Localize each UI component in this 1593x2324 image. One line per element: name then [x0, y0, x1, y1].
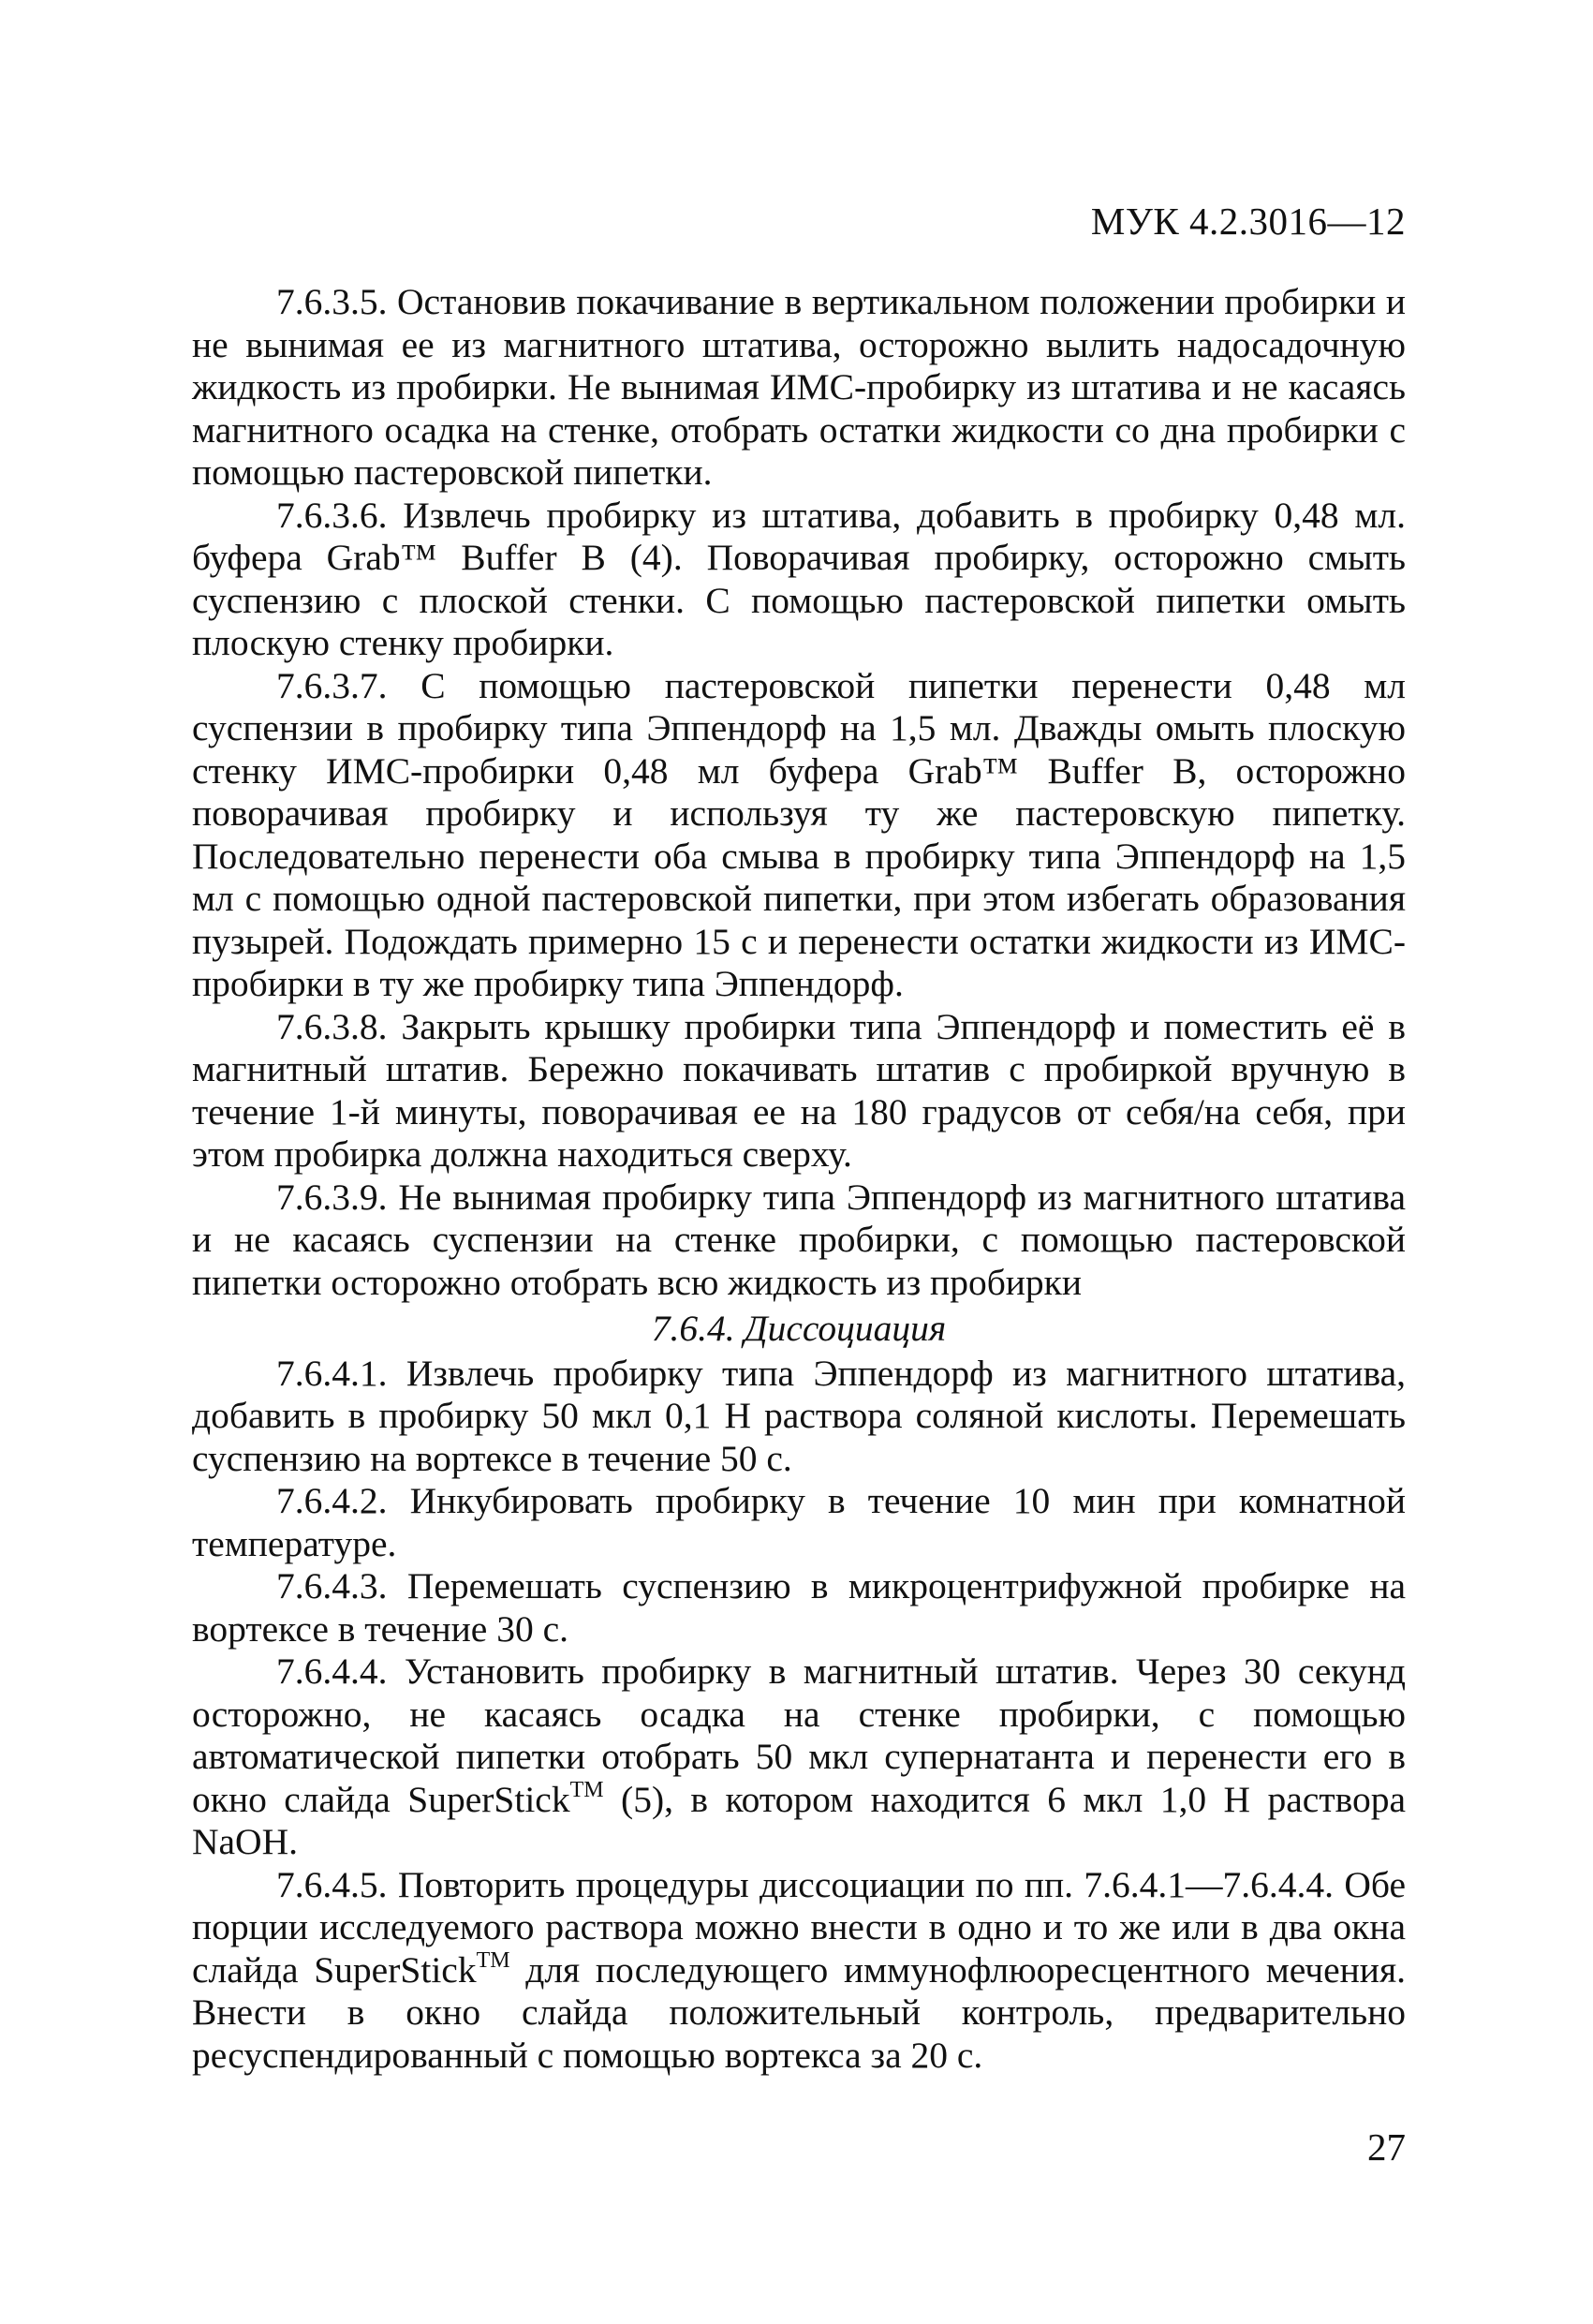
paragraph-7635: 7.6.3.5. Остановив покачивание в вертикальном положении пробирки и не вынимая ее из магнитного штатива, осторожно вылить надосадочную жидкость из пробирки. Не вынимая ИМС-пробирку из штатива и не касаясь магнитного осадка на стенке, отобрать остатки жидкости со дна пробирки с помощью пастеровской пипетки.	[192, 281, 1406, 493]
paragraph-7645-text-end: для последующего иммунофлюоресцентного мечения. Внести в окно слайда положительный контроль, предварительно ресуспендированный с помощью вортекса за 20 с.	[192, 1948, 1406, 2076]
paragraph-7645-text-start: 7.6.4.5. Повторить процедуры диссоциации по пп. 7.6.4.1—7.6.4.4. Обе порции исследуемого раствора можно внести в одно и то же или в два окна слайда SuperStick	[192, 1863, 1406, 1991]
trademark-superscript: TM	[476, 1947, 510, 1973]
paragraph-7643: 7.6.4.3. Перемешать суспензию в микроцентрифужной пробирке на вортексе в течение 30 с.	[192, 1565, 1406, 1650]
paragraph-7644	[192, 1650, 1406, 1864]
paragraph-7642: 7.6.4.2. Инкубировать пробирку в течение 10 мин при комнатной температуре.	[192, 1480, 1406, 1564]
paragraph-7641: 7.6.4.1. Извлечь пробирку типа Эппендорф из магнитного штатива, добавить в пробирку 50 мкл 0,1 Н раствора соляной кислоты. Перемешать суспензию на вортексе в течение 50 с.	[192, 1352, 1406, 1479]
paragraph-7638: 7.6.3.8. Закрыть крышку пробирки типа Эппендорф и поместить её в магнитный штатив. Бережно покачивать штатив с пробиркой вручную в течение 1-й минуты, поворачивая ее на 180 градусов от себя/на себя, при этом пробирка должна находиться сверху.	[192, 1005, 1406, 1175]
page-number: 27	[1367, 2125, 1406, 2169]
paragraph-7637: 7.6.3.7. С помощью пастеровской пипетки перенести 0,48 мл суспензии в пробирку типа Эппендорф на 1,5 мл. Дважды омыть плоскую стенку ИМС-пробирки 0,48 мл буфера Grab™ Buffer B, осторожно поворачивая пробирку и используя ту же пастеровскую пипетку. Последовательно перенести оба смыва в пробирку типа Эппендорф на 1,5 мл с помощью одной пастеровской пипетки, при этом избегать образования пузырей. Подождать примерно 15 с и перенести остатки жидкости из ИМС-пробирки в ту же пробирку типа Эппендорф.	[192, 664, 1406, 1004]
paragraph-7639: 7.6.3.9. Не вынимая пробирку типа Эппендорф из магнитного штатива и не касаясь суспензии на стенке пробирки, с помощью пастеровской пипетки осторожно отобрать всю жидкость из пробирки	[192, 1176, 1406, 1303]
trademark-superscript: TM	[569, 1777, 604, 1802]
paragraph-7644-text-start: 7.6.4.4. Установить пробирку в магнитный штатив. Через 30 секунд осторожно, не касаясь осадка на стенке пробирки, с помощью автоматической пипетки отобрать 50 мкл супернатанта и перенести его в окно слайда SuperStick	[192, 1650, 1406, 1820]
section-heading-764: 7.6.4. Диссоциация	[651, 1308, 947, 1349]
paragraph-7645	[192, 1864, 1406, 2078]
document-body	[192, 281, 1406, 2077]
document-code: МУК 4.2.3016—12	[1090, 200, 1406, 243]
paragraph-7644-text-end: (5), в котором находится 6 мкл 1,0 Н раствора NaOH.	[192, 1778, 1406, 1862]
paragraph-7636: 7.6.3.6. Извлечь пробирку из штатива, добавить в пробирку 0,48 мл. буфера Grab™ Buffer B (4). Поворачивая пробирку, осторожно смыть суспензию с плоской стенки. С помощью пастеровской пипетки омыть плоскую стенку пробирки.	[192, 494, 1406, 663]
